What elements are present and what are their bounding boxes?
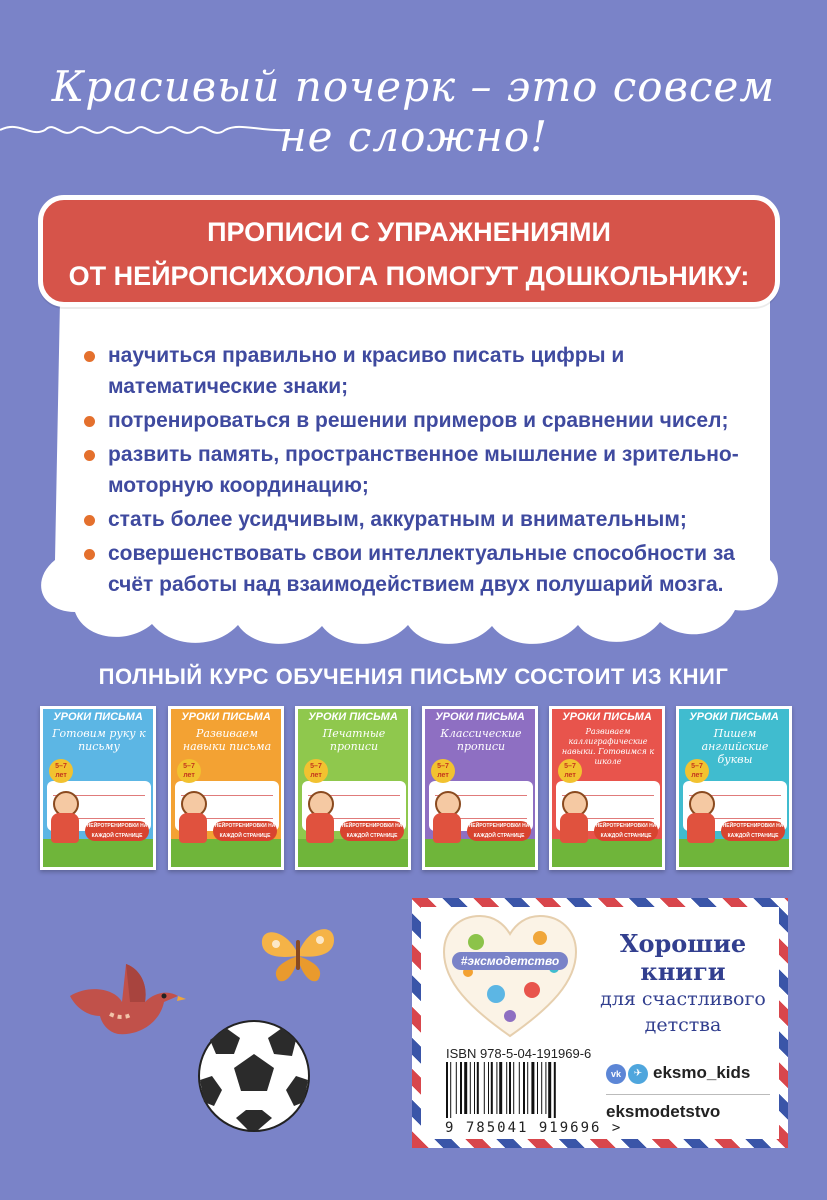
book-age: 5–7 лет: [431, 759, 455, 783]
divider: [606, 1094, 770, 1095]
barcode-bar: [491, 1062, 493, 1114]
book-cover: [295, 706, 411, 870]
social-handle-kids[interactable]: eksmo_kids: [653, 1063, 751, 1082]
benefit-item: совершенствовать свои интеллектуальные способности за счёт работы над взаимодействием двух полушарий мозга.: [82, 538, 782, 600]
book-cover: [422, 706, 538, 870]
book-ground: [552, 839, 662, 867]
barcode-bar: [509, 1062, 511, 1114]
book-age: 5–7 лет: [304, 759, 328, 783]
book-cover: [168, 706, 284, 870]
book-badge: НЕЙРОТРЕНИРОВКИ НА КАЖДОЙ СТРАНИЦЕ: [595, 823, 657, 839]
book-age: 5–7 лет: [558, 759, 582, 783]
child-body: [51, 813, 79, 843]
slogan-line-2: не сложно!: [279, 112, 548, 161]
banner-line-2: ОТ НЕЙРОПСИХОЛОГА ПОМОГУТ ДОШКОЛЬНИКУ:: [68, 261, 750, 291]
heart-icon: [440, 912, 580, 1042]
barcode-bar: [523, 1062, 525, 1114]
book-title: Развиваем навыки письма: [182, 727, 272, 753]
barcode-bar: [470, 1062, 471, 1114]
book-age: 5–7 лет: [685, 759, 709, 783]
barcode-bar: [499, 1062, 502, 1114]
book-title: Развиваем каллиграфические навыки. Готовимся к школе: [561, 727, 655, 766]
barcode-bar: [531, 1062, 534, 1114]
publisher-slogan-line-2: книги: [640, 957, 726, 986]
book-ground: [171, 839, 281, 867]
book-ground: [425, 839, 535, 867]
barcode-bar: [548, 1062, 551, 1118]
book-age: 5–7 лет: [177, 759, 201, 783]
book-title: Готовим руку к письму: [52, 727, 146, 753]
barcode-bar: [484, 1062, 485, 1114]
headline-banner: [38, 195, 780, 307]
book-ground: [679, 839, 789, 867]
benefit-item: потренироваться в решении примеров и сравнении чисел;: [82, 405, 782, 436]
barcode-bar: [477, 1062, 479, 1114]
child-body: [433, 813, 461, 843]
barcode-bar: [537, 1062, 538, 1114]
barcode-bar: [554, 1062, 556, 1118]
bird-icon: [60, 944, 190, 1044]
publisher-slogan-line-3: для счастливого: [600, 988, 766, 1010]
barcode-bar: [488, 1062, 489, 1114]
book-badge: НЕЙРОТРЕНИРОВКИ НА КАЖДОЙ СТРАНИЦЕ: [341, 823, 403, 839]
publisher-slogan: [588, 930, 778, 1038]
child-body: [560, 813, 588, 843]
book-series: УРОКИ ПИСЬМА: [435, 711, 525, 723]
benefit-item: развить память, пространственное мышление и зрительно-моторную координацию;: [82, 439, 782, 501]
book-title: Пишем английские буквы: [701, 727, 769, 766]
benefit-item: научиться правильно и красиво писать цифры и математические знаки;: [82, 340, 782, 402]
isbn-text: ISBN 978-5-04-191969-6: [446, 1046, 592, 1061]
course-title: ПОЛНЫЙ КУРС ОБУЧЕНИЯ ПИСЬМУ СОСТОИТ ИЗ КНИГ: [98, 664, 729, 689]
barcode-bar: [446, 1062, 448, 1118]
child-body: [687, 813, 715, 843]
book-cover: [676, 706, 792, 870]
benefits-list: [82, 340, 782, 603]
barcode-bar: [519, 1062, 520, 1114]
barcode-bar: [496, 1062, 497, 1114]
banner-line-1: ПРОПИСИ С УПРАЖНЕНИЯМИ: [207, 217, 611, 247]
barcode-bar: [506, 1062, 507, 1114]
barcode: [444, 1062, 594, 1118]
book-series: УРОКИ ПИСЬМА: [562, 711, 652, 723]
book-ground: [43, 839, 153, 867]
telegram-icon[interactable]: ✈: [628, 1064, 648, 1084]
barcode-bar: [464, 1062, 467, 1114]
benefit-item: стать более усидчивым, аккуратным и внимательным;: [82, 504, 782, 535]
barcode-bar: [450, 1062, 451, 1118]
book-badge: НЕЙРОТРЕНИРОВКИ НА КАЖДОЙ СТРАНИЦЕ: [722, 823, 784, 839]
book-series: УРОКИ ПИСЬМА: [689, 711, 779, 723]
book-cover: [40, 706, 156, 870]
book-badge: НЕЙРОТРЕНИРОВКИ НА КАЖДОЙ СТРАНИЦЕ: [468, 823, 530, 839]
book-cover: [549, 706, 665, 870]
publisher-slogan-line-4: детства: [644, 1014, 722, 1036]
book-series: УРОКИ ПИСЬМА: [53, 711, 143, 723]
book-series: УРОКИ ПИСЬМА: [181, 711, 271, 723]
book-title: Классические прописи: [440, 727, 522, 753]
book-ground: [298, 839, 408, 867]
barcode-bar: [474, 1062, 475, 1114]
child-body: [179, 813, 207, 843]
slogan-line-1: Красивый почерк – это совсем: [51, 62, 776, 111]
publisher-slogan-line-1: Хорошие: [619, 929, 747, 958]
heart-tag: #эксмодетство: [460, 954, 560, 968]
barcode-bar: [541, 1062, 542, 1114]
butterfly-icon: [256, 918, 340, 988]
barcode-bar: [460, 1062, 462, 1114]
book-series: УРОКИ ПИСЬМА: [308, 711, 398, 723]
book-badge: НЕЙРОТРЕНИРОВКИ НА КАЖДОЙ СТРАНИЦЕ: [214, 823, 276, 839]
barcode-bar: [456, 1062, 457, 1114]
barcode-bar: [527, 1062, 528, 1114]
barcode-bar: [513, 1062, 514, 1114]
book-badge: НЕЙРОТРЕНИРОВКИ НА КАЖДОЙ СТРАНИЦЕ: [86, 823, 148, 839]
social-handle-detstvo[interactable]: eksmodetstvo: [606, 1102, 721, 1121]
barcode-digits: 9 785041 919696 >: [445, 1120, 623, 1136]
book-title: Печатные прописи: [322, 727, 386, 753]
book-age: 5–7 лет: [49, 759, 73, 783]
soccer-ball-icon: [196, 1018, 312, 1134]
child-body: [306, 813, 334, 843]
vk-icon[interactable]: vk: [606, 1064, 626, 1084]
barcode-bar: [545, 1062, 546, 1114]
